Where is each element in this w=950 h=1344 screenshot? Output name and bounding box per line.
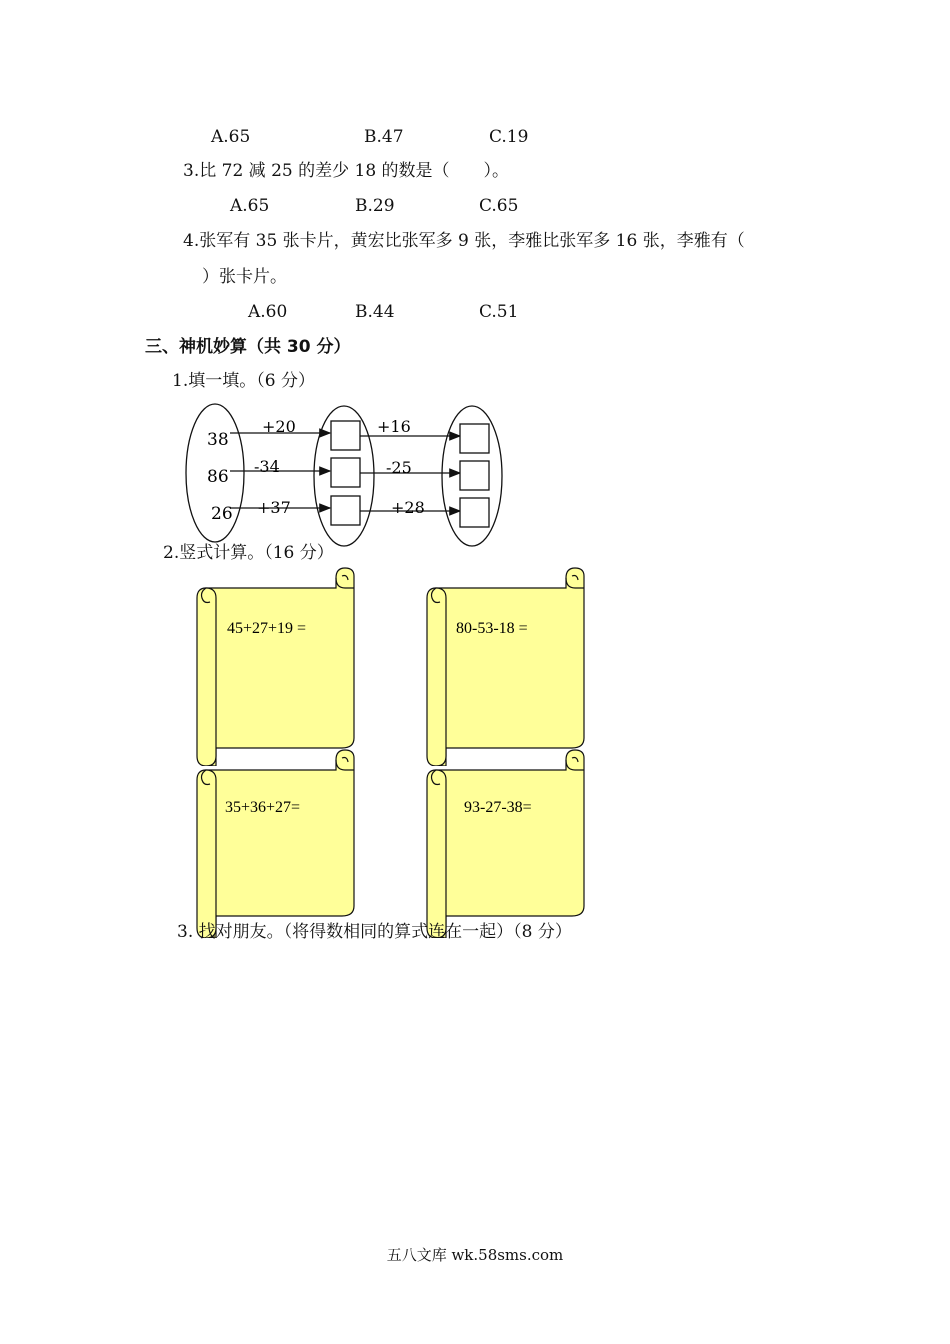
section3-title: 三、神机妙算（共 30 分） (145, 337, 351, 357)
op2-row1: +16 (377, 417, 411, 436)
scroll-1-expression: 45+27+19 = (227, 620, 307, 637)
op1-row3: +37 (257, 498, 291, 517)
scroll-calc-4 (422, 748, 590, 938)
scroll-calc-2 (422, 566, 590, 766)
op1-row2: -34 (254, 457, 280, 476)
scroll-calc-3 (192, 748, 360, 938)
scroll-2-expression: 80-53-18 = (456, 620, 528, 637)
q4-line2: ）张卡片。 (202, 267, 287, 287)
q2-option-b: B.47 (364, 127, 404, 147)
answer-box-mid-3[interactable] (331, 496, 360, 525)
op1-row1: +20 (262, 417, 296, 436)
op2-row2: -25 (386, 458, 412, 477)
q2-option-a: A.65 (211, 127, 251, 147)
q4-option-b: B.44 (355, 302, 395, 322)
answer-box-out-2[interactable] (460, 461, 489, 490)
section3-item1: 1.填一填。（6 分） (172, 371, 315, 391)
input-26: 26 (211, 504, 233, 524)
page-footer: 五八文库 wk.58sms.com (386, 1246, 564, 1264)
q3-option-a: A.65 (230, 196, 270, 216)
section3-item2: 2.竖式计算。（16 分） (163, 543, 334, 563)
q3-option-b: B.29 (355, 196, 395, 216)
input-86: 86 (207, 467, 229, 487)
q3-text: 3.比 72 减 25 的差少 18 的数是（ ）。 (183, 161, 510, 181)
q4-option-a: A.60 (248, 302, 288, 322)
q4-line1: 4.张军有 35 张卡片，黄宏比张军多 9 张，李雅比张军多 16 张，李雅有（ (183, 231, 745, 251)
scroll-4-expression: 93-27-38= (464, 799, 532, 816)
answer-box-out-1[interactable] (460, 424, 489, 453)
input-38: 38 (207, 430, 229, 450)
scroll-3-expression: 35+36+27= (225, 799, 301, 816)
q4-option-c: C.51 (479, 302, 519, 322)
fill-in-flow-diagram (0, 0, 950, 560)
answer-box-mid-2[interactable] (331, 458, 360, 487)
q3-option-c: C.65 (479, 196, 519, 216)
scroll-calc-1 (192, 566, 360, 766)
q2-option-c: C.19 (489, 127, 529, 147)
answer-box-mid-1[interactable] (331, 421, 360, 450)
answer-box-out-3[interactable] (460, 498, 489, 527)
op2-row3: +28 (391, 498, 425, 517)
section3-item3: 3. 找对朋友。（将得数相同的算式连在一起）（8 分） (177, 922, 572, 942)
